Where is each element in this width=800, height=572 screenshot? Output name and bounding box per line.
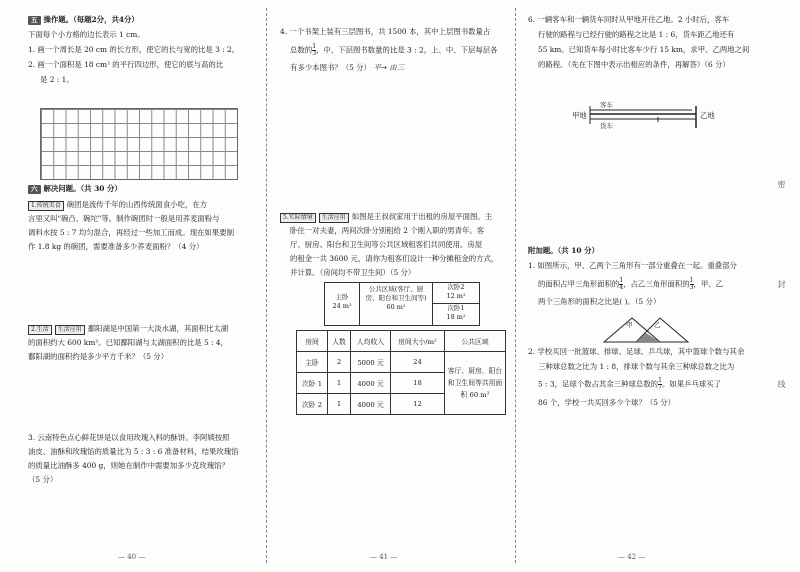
problem-5-line-4: 的租金一共 3600 元，请你为租客们设计一种分摊租金的方式，	[290, 254, 499, 263]
table-header-row: 房间 人数 人均收入 房间大小/m² 公共区域	[297, 331, 506, 352]
bonus-1-line-2: 的面积占甲三角形面积的 $\frac{1}{4}$ ，占乙三角形面积的 $\frac{1}{3}$ ，甲、乙	[538, 277, 724, 291]
question-1: 1. 画一个周长是 20 cm 的长方形，使它的长与宽的比是 3 : 2。	[28, 45, 240, 54]
binding-label-1: 密	[777, 180, 786, 188]
problem-5-line-2: 卧住一对夫妻，两间次卧分别租给 2 个刚入职的男青年。客	[290, 226, 485, 235]
label-start: 甲地	[572, 111, 587, 120]
problem-6-line-3: 55 km。已知货车每小时比客车少行 15 km，求甲、乙两地之间	[538, 45, 750, 54]
label-end: 乙地	[700, 111, 715, 120]
triangle-a-label: 甲	[626, 321, 633, 329]
problem-5-line-1: 5.实际情境 生活应用 如图是王叔叔家用于出租的房屋平面图。主	[280, 211, 492, 224]
rent-table	[296, 330, 506, 415]
distance-lines	[588, 102, 718, 132]
page-number: — 41 —	[370, 553, 398, 561]
problem-6-line-4: 的路程。（先在下图中表示出相应的条件，再解答）（6 分）	[538, 60, 730, 69]
label-bus: 客车	[600, 101, 613, 109]
bonus-title: 附加题。（共 10 分）	[528, 246, 599, 255]
fraction: $\frac{1}{3}$	[312, 43, 317, 57]
column-divider-2	[515, 8, 516, 563]
binding-label-3: 线	[777, 380, 786, 388]
floor-plan	[324, 282, 480, 326]
topic-tag: 2.生活	[28, 325, 52, 335]
table-row: 次卧 1 1 4000 元 18	[297, 373, 506, 394]
bonus-1-line-3: 两个三角形的面积之比是( )。（5 分）	[538, 297, 661, 306]
overlapping-triangles	[602, 316, 692, 344]
binding-label-2: 封	[777, 280, 786, 288]
label-truck: 货车	[600, 122, 613, 130]
section-operation-title: 五 操作题。（每题2分，共4分）	[28, 14, 139, 27]
question-2-cont: 是 2 : 1。	[40, 75, 74, 84]
problem-4-line-1: 4. 一个书架上装有三层图书，共 1500 本，其中上层图书数量占	[280, 27, 491, 36]
problem-1-line-4: 作 1.8 kg 的碗团，需要准备多少荞麦面粉？（4 分）	[28, 242, 204, 251]
problem-4-line-3: 有多少本图书？（5 分） 平→ 由三	[290, 63, 405, 72]
grid-intro: 下面每个小方格的边长表示 1 cm。	[28, 30, 145, 39]
problem-5-line-3: 厅、厨房、阳台和卫生间等公共区域租客们共同使用。房屋	[290, 240, 483, 249]
problem-2-line-1: 2.生活 生活应用 鄱阳湖是中国第一大淡水湖，其面积比太湖	[28, 323, 228, 336]
problem-4-line-2: 总数的 $\frac{1}{3}$ ，中、下层图书数量的比是 3 : 2。上、中、下层每层各	[290, 43, 498, 57]
topic-tag: 1.传统美食	[28, 201, 64, 211]
bonus-2-line-4: 86 个，学校一共买回多少个球？（5 分）	[538, 398, 676, 407]
problem-3-line-2: 油皮、油酥和玫瑰馅的质量比为 5 : 3 : 6 准备材料，结果玫瑰馅	[28, 447, 239, 456]
problem-1-line-3: 调料水按 5 : 7 均匀混合，再经过一些加工而成。现在如果要制	[28, 228, 235, 237]
bonus-1-line-1: 1. 如图所示，甲、乙两个三角形有一部分重叠在一起。重叠部分	[528, 261, 737, 270]
triangle-b-label: 乙	[654, 321, 661, 329]
room-sub2: 次卧2 12 m²	[433, 283, 479, 304]
column-divider-1	[266, 8, 267, 563]
fraction: $\frac{1}{3}$	[689, 277, 694, 291]
problem-1-line-2: 言里又叫"碗凸、碗坨"等。制作碗团时一般是用荞麦面粉与	[28, 214, 220, 223]
handwritten-note: 平→ 由三	[373, 63, 405, 72]
problem-6-line-2: 行驶的路程与已经行驶的路程之比是 1 : 6，货车距乙地还有	[538, 30, 735, 39]
question-2: 2. 画一个面积是 18 cm² 的平行四边形，使它的底与高的比	[28, 60, 224, 69]
drawing-grid	[40, 108, 238, 180]
fraction: $\frac{1}{4}$	[619, 277, 624, 291]
section-solve-title: 六 解决问题。（共 30 分）	[28, 183, 122, 196]
page-number: — 40 —	[118, 553, 146, 561]
section-badge: 六	[28, 185, 41, 194]
fraction: $\frac{1}{7}$	[658, 377, 662, 391]
room-sub1: 次卧1 18 m²	[446, 304, 466, 321]
problem-1-line-1: 1.传统美食 碗团是流传千年的山西传统面食小吃，在方	[28, 199, 207, 212]
table-row: 次卧 2 1 4000 元 12	[297, 394, 506, 415]
public-note: 客厅、厨房、阳台和卫生间等共用面积 60 m²	[445, 352, 506, 415]
problem-3-line-1: 3. 云南特色点心鲜花饼是以食用玫瑰入料的酥饼。李阿姨按照	[28, 433, 230, 442]
section-badge: 五	[28, 16, 41, 25]
bonus-2-line-1: 2. 学校买回一批篮球、排球、足球、乒乓球，其中篮球个数与其余	[528, 347, 745, 356]
topic-subtag: 生活应用	[319, 213, 349, 223]
problem-2-line-2: 的面积约大 600 km²。已知鄱阳湖与太湖面积的比是 5 : 4，	[28, 338, 229, 347]
problem-3-line-4: （5 分）	[28, 475, 58, 484]
topic-tag: 5.实际情境	[280, 213, 316, 223]
problem-3-line-3: 的质量比油酥多 400 g，则她在制作中需要加多少克玫瑰馅？	[28, 461, 229, 470]
room-master: 主卧 24 m²	[325, 283, 360, 325]
topic-subtag: 生活应用	[55, 325, 85, 335]
problem-2-line-3: 鄱阳湖的面积约是多少平方千米？（5 分）	[28, 352, 169, 361]
problem-6-line-1: 6. 一辆客车和一辆货车同时从甲地开往乙地。2 小时后，客车	[528, 15, 730, 24]
bonus-2-line-3: 5 : 3，足球个数占其余三种球总数的 $\frac{1}{7}$ 。如果乒乓球买了	[538, 377, 722, 391]
table-row: 主卧 2 5000 元 24 客厅、厨房、阳台和卫生间等共用面积 60 m²	[297, 352, 506, 373]
page-number: — 42 —	[618, 553, 646, 561]
bonus-2-line-2: 三种球总数之比为 1 : 8，排球个数与其余三种球总数之比为	[538, 362, 735, 371]
room-public: 公共区域(客厅、厨房、阳台和卫生间等) 60 m²	[360, 283, 433, 325]
problem-5-line-5: 并计算。（房间均不带卫生间）（5 分）	[290, 268, 416, 277]
